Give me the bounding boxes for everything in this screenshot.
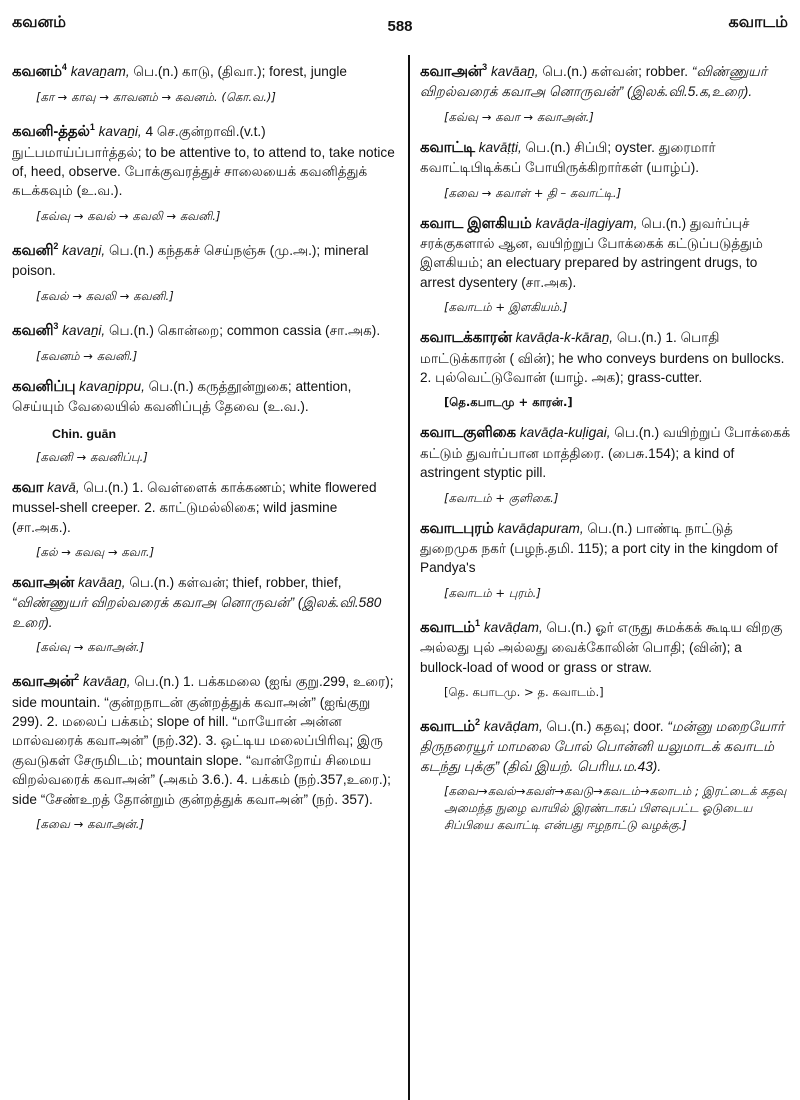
etymology: [கவை → கவாள் + தி – கவாட்டி.] [444,185,622,200]
headword: கவனிப்பு [12,378,76,395]
etymology: [கவல் → கவலி → கவனி.] [36,288,174,303]
definition: பெ.(n.) கொன்றை; common cassia (சா.அக). [105,322,381,338]
entry [12,668,398,809]
transliteration: kavāaṉ, [490,63,539,79]
headword: கவாஅன்$^3$ [420,62,488,80]
entry [420,713,792,776]
transliteration: kavāḍam, [483,619,543,635]
entry [420,214,792,293]
headword: கவாடகுளிகை [420,425,517,442]
headword: கவாடம்$^1$ [420,617,481,636]
headword: கவாடக்காரன் [420,330,512,347]
entry [12,478,398,537]
etymology: [கவாடம் + இளகியம்.] [444,300,568,315]
definition: பெ.(n.) துவர்ப்புச் சரக்குகளால் ஆன, வயிற்றுப் போக்கைக் கட்டுப்படுத்தும் இளகியம்; an electuary prepared by astringent drugs, to arrest dysentery (சா.அக). [420,215,763,290]
transliteration: kavāḍa-k-kāraṉ, [515,330,614,346]
definition: 4 செ.குன்றாவி.(v.t.) நுட்பமாய்ப்பார்த்தல்; to be attentive to, to attend to, take notice of, heed, observe. போக்குவரத்துச் சாலையைக் கவனித்துக் கடக்கவும் (உ.வ.). [12,124,395,199]
transliteration: kavaṉi, [62,322,106,338]
definition: பெ.(n.) ஓர் எருது சுமக்கக் கூடிய விறகு அல்லது புல் அல்லது வைக்கோலின் பொதி; (வின்); a bullock-load of wood or grass or straw. [420,619,783,675]
citation-quote: “விண்ணுயர் விறல்வரைக் கவாஅ னொருவன்” (இலக்.வி.580 உரை). [12,595,382,630]
transliteration: kavāaṉ, [77,574,126,590]
headword: கவனி-த்தல்$^1$ [12,122,95,141]
etymology: [கவ்வு → கவா → கவாஅன்.] [444,109,594,124]
entry [420,519,792,578]
headword: கவாடபுரம் [420,520,494,537]
definition: பெ.(n.) கள்வன்; robber. [538,63,692,79]
headword: கவாட்டி [420,139,475,156]
headword: கவா [12,479,44,496]
definition: பெ.(n.) வயிற்றுப் போக்கைக் கட்டும் துவர்ப்பான மாத்திரை. (பைசு.154); a kind of astringent styptic pill. [420,425,791,481]
definition: பெ.(n.) கருத்தூன்றுகை; attention, செய்யும் வேலையில் கவனிப்புத் தேவை (உ.வ.). [12,378,352,415]
entry [12,237,398,281]
etymology: [கவனி → கவனிப்பு.] [36,449,148,464]
transliteration: kavāḍam, [483,718,543,734]
transliteration: kavaṉi, [98,124,142,140]
entry [12,377,398,417]
transliteration: kavāḍa-iḷagiyam, [535,215,638,231]
headword: கவாஅன் [12,574,75,591]
etymology: [கவாடம் + புரம்.] [444,585,541,600]
header-left-guideword: கவனம் [12,12,66,31]
headword: கவனி$^3$ [12,320,59,339]
etymology: [தெ.கபாடமு + காரன்.] [444,395,573,410]
transliteration: kavāḍapuram, [497,520,584,536]
left-column [12,58,398,1096]
etymology: [கல் → கவவு → கவா.] [36,544,155,559]
headword: கவாஅன்$^2$ [12,672,80,691]
etymology: [கவ்வு → கவாஅன்.] [36,640,145,655]
transliteration: kavaṉam, [70,63,130,79]
definition: பெ.(n.) கள்வன்; thief, robber, thief, [125,574,342,590]
headword: கவாடம்$^2$ [420,716,481,735]
citation-quote: “மன்னு மறையோர் திருநரையூர் மாமலை போல் பொன்னி யலுமாடக் கவாடம் கடந்து புக்கு” (திவ் இயற். பெரிய.ம.43). [420,718,785,774]
entry [420,328,792,387]
entry [420,614,792,677]
etymology: [தெ. கபாடமு. > த. கவாடம்.] [444,684,604,699]
headword: கவனம்$^4$ [12,62,67,80]
entry [12,58,398,82]
entry [420,58,792,102]
definition: பெ.(n.) 1. வெள்ளைக் காக்கணம்; white flowered mussel-shell creeper. 2. காட்டுமல்லிகை; wild jasmine (சா.அக.). [12,479,377,535]
etymology: [கவை → கவாஅன்.] [36,816,144,831]
definition: பெ.(n.) சிப்பி; oyster. துரைமார் கவாட்டிபிடிக்கப் போயிருக்கிறார்கள் (யாழ்ப்). [420,139,716,176]
headword: கவாட இளகியம் [420,215,532,232]
entry [12,573,398,632]
page-header [0,0,800,40]
etymology: [கவனம் → கவனி.] [36,348,138,363]
definition: பெ.(n.) பாண்டி நாட்டுத் துறைமுக நகர் (பழந்.தமி. 115); a port city in the kingdom of Pandya's [420,520,778,576]
etymology: [கவை→கவல்→கவள்→கவடு→கவடம்→கலாடம் ; இரட்டைக் கதவு அமைந்த நுழை வாயில் இரண்டாகப் பிளவுபட்ட ஓடுடைய சிப்பியை கவாட்டி என்பது ஈழநாட்டு வழக்கு.] [444,784,787,833]
definition: பெ.(n.) காடு, (திவா.); forest, jungle [129,63,347,79]
transliteration: kavaṉi, [62,242,106,258]
definition: பெ.(n.) 1. பக்கமலை (ஐங் குறு.299, உரை); side mountain. “குன்றநாடன் குன்றத்துக் கவாஅன்” (ஐங்குறு 299). 2. மலைப் பக்கம்; slope of hill. “மாயோன் அன்ன மால்வரைக் கவாஅன்” (நற்.32). 3. ஒட்டிய மலைப்பிரிவு; இரு குவடுகள் சேருமிடம்; mountain slope. “வான்றோய் சிமைய விறல்வரைக் கவாஅன்” (அகம் 3.6.). 4. பக்கம் (நற்.357,உரை.); side “சேண்உறத் தோன்றும் குன்றத்துக் கவாஅன்” (நற். 357). [12,674,394,807]
cognate-note: Chin. guān [52,426,117,441]
transliteration: kavāḍa-kuḷigai, [519,425,611,441]
page-number: 588 [387,18,413,35]
definition: பெ.(n.) 1. பொதி மாட்டுக்காரன் ( வின்); he who conveys burdens on bullocks. 2. புல்வெட்டுவோன் (யாழ். அக); grass-cutter. [420,330,785,385]
headword: கவனி$^2$ [12,240,59,259]
transliteration: kavāṭṭi, [478,139,522,155]
etymology: [கா → காவு → காவனம் → கவனம். (கொ.வ.)] [36,90,276,105]
etymology: [கவ்வு → கவல் → கவலி → கவனி.] [36,208,221,223]
transliteration: kavāaṉ, [82,674,131,690]
etymology: [கவாடம் + குளிகை.] [444,490,559,505]
right-column [420,58,792,1096]
entry [420,423,792,482]
column-divider [408,55,410,1100]
transliteration: kavaṉippu, [79,378,145,394]
entry [12,317,398,341]
definition: பெ.(n.) கதவு; door. [542,718,668,734]
transliteration: kavā, [47,479,80,495]
entry [420,138,792,178]
citation-quote: “விண்ணுயர் விறல்வரைக் கவாஅ னொருவன்” (இலக்.வி.5.க,உரை). [420,63,767,100]
entry [12,118,398,201]
definition: பெ.(n.) கந்தகச் செய்நஞ்சு (மு.அ.); mineral poison. [12,242,369,279]
header-right-guideword: கவாடம் [728,12,788,31]
